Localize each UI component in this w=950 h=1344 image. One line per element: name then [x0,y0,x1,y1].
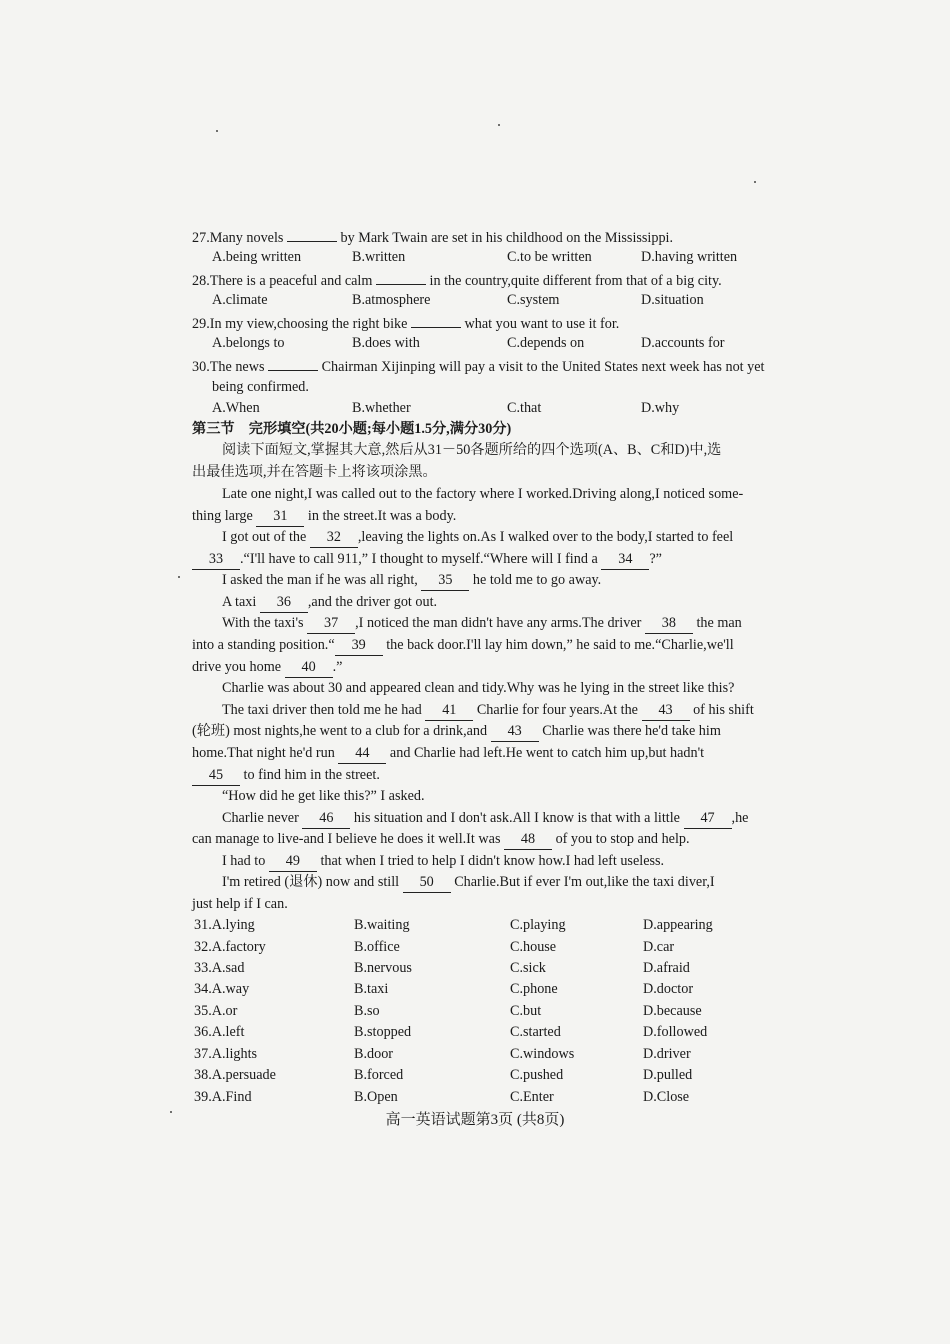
option-b: B.office [354,939,400,955]
passage-text: A taxi [222,594,257,610]
option-a: A.belongs to [212,335,285,351]
option-b: B.Open [354,1089,398,1105]
passage-text: that when I tried to help I didn't know how.I had left useless. [320,853,665,869]
option-d: D.why [641,400,680,416]
section-instructions: 出最佳选项,并在答题卡上将该项涂黑。 [192,464,437,480]
option-d: D.car [643,939,675,955]
cloze-blank-43: 43 [642,701,690,721]
option-d: D.pulled [643,1067,693,1083]
option-d: D.doctor [643,981,694,997]
question-27 [192,227,673,248]
passage-text: I got out of the [222,529,307,545]
option-b: B.waiting [354,917,410,933]
option-d: D.having written [641,249,738,265]
passage-text: .” [332,659,343,675]
passage-text: Charlie.But if ever I'm out,like the taxi diver,I [454,874,715,890]
option-c: C.depends on [507,335,585,351]
passage-text: home.That night he'd run [192,745,335,761]
option-a: A.When [212,400,260,416]
cloze-blank-33: 33 [192,550,240,570]
passage-text: the back door.I'll lay him down,” he said to me.“Charlie,we'll [386,637,734,653]
passage-text: With the taxi's [222,615,304,631]
option-c: C.playing [510,917,566,933]
option-a: 38.A.persuade [194,1067,276,1083]
question-stem: in the country,quite different from that of a big city. [429,273,722,289]
passage-line [222,571,601,591]
option-a: 35.A.or [194,1003,238,1019]
question-30 [192,356,764,377]
question-stem: Many novels [209,230,284,246]
question-stem: Chairman Xijinping will pay a visit to the United States next week has not yet [321,359,765,375]
passage-text: .“I'll have to call 911,” I thought to myself.“Where will I find a [240,551,598,567]
passage-text: ,and the driver got out. [307,594,438,610]
passage-line [222,809,748,829]
passage-line [222,701,754,721]
passage-text: in the street.It was a body. [307,508,457,524]
cloze-blank-37: 37 [307,614,355,634]
question-stem: In my view,choosing the right bike [209,316,408,332]
passage-text: and Charlie had left.He went to catch him up,but hadn't [389,745,705,761]
passage-text: of you to stop and help. [555,831,690,847]
option-b: B.atmosphere [352,292,431,308]
passage-line: just help if I can. [192,896,288,912]
answer-blank [411,313,461,328]
question-number: 29. [192,316,210,332]
scan-speck [216,130,218,132]
answer-blank [287,227,337,242]
cloze-blank-36: 36 [260,593,308,613]
option-c: C.house [510,939,557,955]
option-b: B.so [354,1003,380,1019]
passage-line [192,550,662,570]
option-d: D.Close [643,1089,690,1105]
option-b: B.door [354,1046,394,1062]
scan-speck [498,124,500,126]
passage-text: of his shift [693,702,754,718]
cloze-blank-47: 47 [684,809,732,829]
option-a: 39.A.Find [194,1089,252,1105]
question-number: 28. [192,273,210,289]
option-d: D.because [643,1003,702,1019]
cloze-blank-49: 49 [269,852,317,872]
passage-text: can manage to live-and I believe he does it well.It was [192,831,501,847]
option-c: C.started [510,1024,561,1040]
cloze-blank-50: 50 [403,873,451,893]
option-a: 36.A.left [194,1024,245,1040]
cloze-blank-48: 48 [504,830,552,850]
passage-text: ,I noticed the man didn't have any arms.The driver [355,615,642,631]
passage-line [222,593,437,613]
option-b: B.taxi [354,981,389,997]
cloze-blank-40: 40 [285,658,333,678]
passage-line [192,744,704,764]
passage-text: he told me to go away. [472,572,602,588]
option-d: D.appearing [643,917,713,933]
passage-line [192,658,342,678]
passage-line: Charlie was about 30 and appeared clean and tidy.Why was he lying in the street like this? [222,680,735,696]
option-a: 31.A.lying [194,917,255,933]
passage-line: “How did he get like this?” I asked. [222,788,425,804]
cloze-blank-44: 44 [338,744,386,764]
cloze-blank-39: 39 [335,636,383,656]
passage-text: thing large [192,508,253,524]
cloze-blank-32: 32 [310,528,358,548]
option-a: 32.A.factory [194,939,266,955]
cloze-blank-45: 45 [192,766,240,786]
question-28 [192,270,722,291]
option-d: D.accounts for [641,335,725,351]
cloze-blank-31: 31 [256,507,304,527]
answer-blank [268,356,318,371]
passage-text: ?” [649,551,662,567]
question-stem: The news [209,359,265,375]
passage-text: his situation and I don't ask.All I know is that with a little [353,810,680,826]
question-stem: There is a peaceful and calm [209,273,373,289]
passage-text: I'm retired (退休) now and still [222,874,400,890]
passage-text: ,leaving the lights on.As I walked over to the body,I started to feel [357,529,734,545]
cloze-blank-38: 38 [645,614,693,634]
option-c: C.that [507,400,542,416]
passage-line [222,873,715,893]
passage-text: into a standing position.“ [192,637,335,653]
option-a: 34.A.way [194,981,250,997]
option-b: B.whether [352,400,411,416]
passage-line [222,852,664,872]
passage-line [192,722,721,742]
passage-text: The taxi driver then told me he had [222,702,422,718]
section-instructions: 阅读下面短文,掌握其大意,然后从31－50各题所给的四个选项(A、B、C和D)中,选 [222,442,722,458]
option-b: B.does with [352,335,420,351]
option-a: 37.A.lights [194,1046,258,1062]
option-c: C.system [507,292,560,308]
cloze-blank-43: 43 [491,722,539,742]
passage-line: Late one night,I was called out to the factory where I worked.Driving along,I noticed some- [222,486,744,502]
option-c: C.phone [510,981,558,997]
question-stem: by Mark Twain are set in his childhood on the Mississippi. [340,230,674,246]
passage-line [222,528,733,548]
option-b: B.written [352,249,406,265]
passage-text: ,he [731,810,749,826]
section-heading: 第三节 完形填空(共20小题;每小题1.5分,满分30分) [192,421,512,437]
passage-text: Charlie was there he'd take him [542,723,721,739]
option-a: A.climate [212,292,268,308]
question-number: 30. [192,359,210,375]
option-d: D.driver [643,1046,691,1062]
option-c: C.Enter [510,1089,554,1105]
passage-text: I asked the man if he was all right, [222,572,418,588]
passage-text: the man [696,615,742,631]
passage-text: I had to [222,853,266,869]
option-a: A.being written [212,249,302,265]
question-number: 27. [192,230,210,246]
cloze-blank-41: 41 [425,701,473,721]
cloze-blank-35: 35 [421,571,469,591]
cloze-blank-34: 34 [601,550,649,570]
passage-text: Charlie for four years.At the [476,702,638,718]
passage-text: (轮班) most nights,he went to a club for a drink,and [192,723,488,739]
option-b: B.forced [354,1067,404,1083]
option-d: D.afraid [643,960,690,976]
passage-text: drive you home [192,659,282,675]
question-29 [192,313,619,334]
passage-line [192,830,690,850]
option-a: 33.A.sad [194,960,245,976]
option-d: D.followed [643,1024,708,1040]
option-d: D.situation [641,292,704,308]
page-footer: 高一英语试题第3页 (共8页) [385,1112,565,1128]
cloze-blank-46: 46 [302,809,350,829]
option-c: C.windows [510,1046,575,1062]
scan-speck [178,576,180,578]
passage-line [192,507,456,527]
passage-text: Charlie never [222,810,299,826]
answer-blank [376,270,426,285]
option-c: C.pushed [510,1067,564,1083]
option-c: C.sick [510,960,546,976]
passage-line [192,766,380,786]
option-c: C.to be written [507,249,592,265]
option-b: B.stopped [354,1024,412,1040]
passage-line [192,636,734,656]
option-c: C.but [510,1003,542,1019]
option-b: B.nervous [354,960,412,976]
question-stem-continued: being confirmed. [212,379,309,395]
scan-speck [754,181,756,183]
passage-line [222,614,742,634]
question-stem: what you want to use it for. [464,316,620,332]
passage-text: to find him in the street. [243,767,380,783]
